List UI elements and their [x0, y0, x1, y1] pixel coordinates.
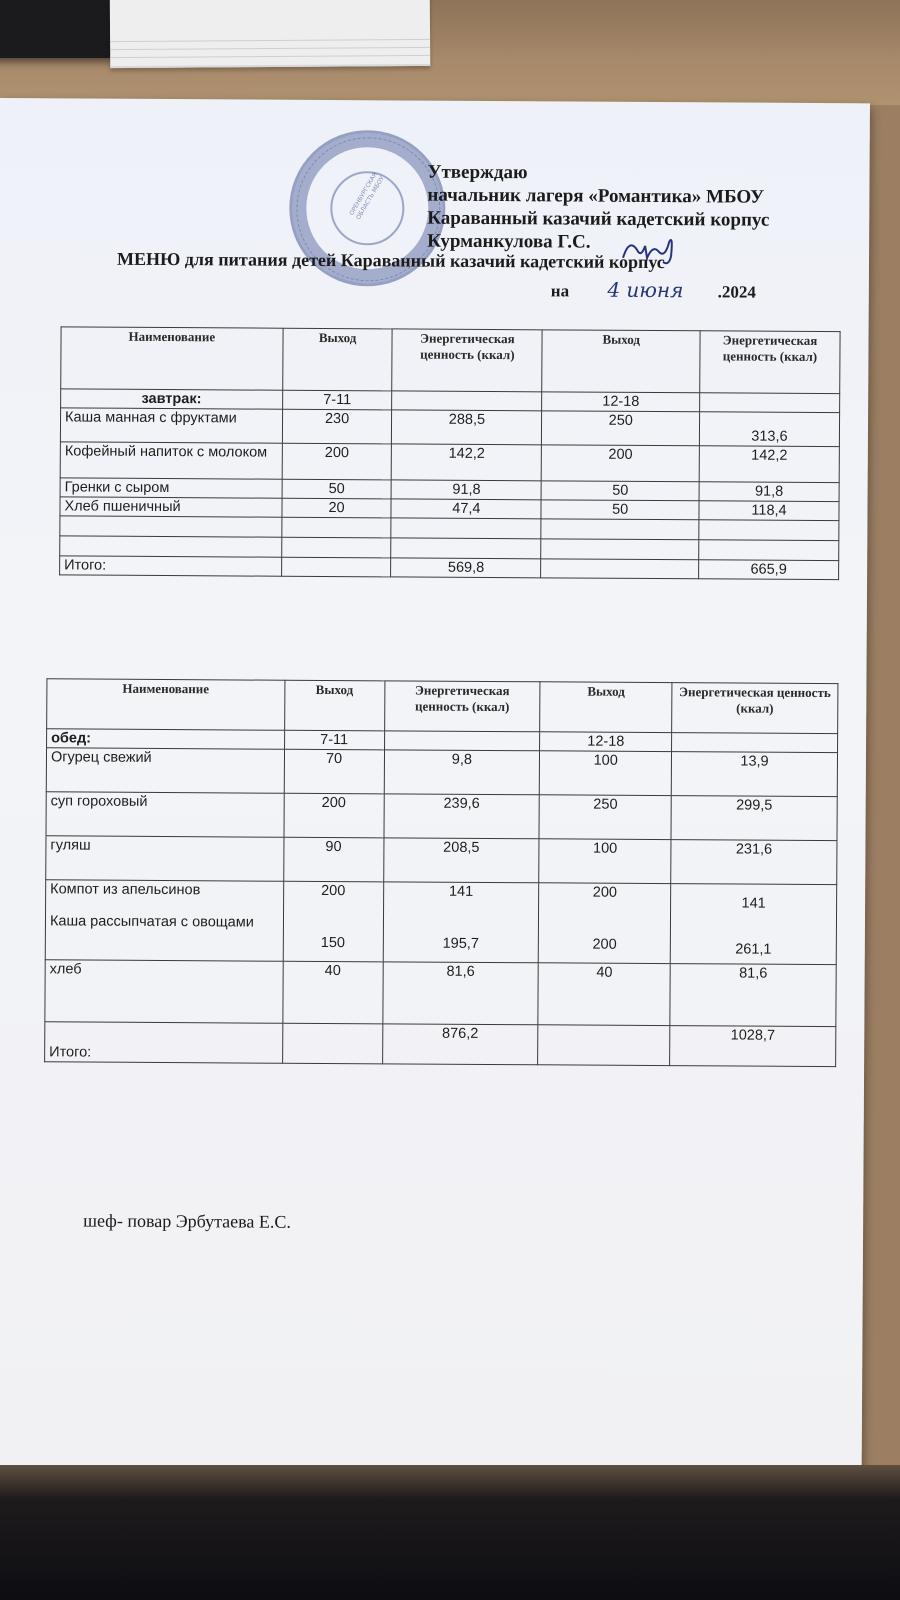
lunch-table [44, 678, 838, 1067]
dish-kcal-2: 81,6 [670, 964, 836, 1027]
dish-output-1: 50 [282, 479, 392, 499]
chef-signature-line: шеф- повар Эрбутаева Е.С. [83, 1210, 291, 1232]
header-kcal-1: Энергетическая ценность (ккал) [392, 329, 542, 392]
menu-sheet [0, 98, 870, 1478]
dish-output-1: 200 [284, 793, 384, 838]
table-header-row [61, 327, 840, 394]
table-row [46, 792, 837, 841]
total-label: Итого: [45, 1022, 283, 1063]
table-row [46, 748, 837, 797]
dish-output-2: 100 [540, 751, 672, 796]
dish-output-2: 200 [592, 884, 618, 901]
breakfast-table [59, 326, 841, 580]
dish-kcal-2: 231,6 [671, 840, 837, 885]
dish-name-b: Каша рассыпчатая с овощами [49, 913, 254, 931]
dish-output-2: 100 [539, 839, 671, 884]
age-group-1: 7-11 [282, 390, 392, 410]
approval-block [427, 161, 770, 255]
dish-kcal-1: 142,2 [392, 444, 542, 481]
header-name: Наименование [47, 679, 285, 730]
official-stamp-icon: ОРЕНБУРГСКАЯ ОБЛАСТЬ МБОУ [289, 130, 446, 287]
date-prefix: на [550, 281, 570, 301]
dish-kcal-1: 9,8 [384, 750, 540, 795]
header-output-1: Выход [284, 680, 384, 731]
dish-name: Кофейный напиток с молоком [60, 442, 282, 479]
table-row [46, 836, 837, 885]
approval-line-2: начальник лагеря «Романтика» МБОУ [427, 184, 765, 208]
dish-kcal-1: 208,5 [383, 838, 539, 883]
menu-date [551, 277, 756, 302]
approval-line-4: Курманкулова Г.С. [427, 230, 591, 253]
dish-output-2: 250 [542, 411, 700, 446]
dish-kcal-2: 118,4 [699, 501, 839, 521]
meal-label: завтрак: [61, 389, 283, 409]
dish-output-2: 200 [542, 445, 700, 482]
dish-output-2: 250 [539, 795, 671, 840]
total-row [45, 1022, 836, 1067]
dish-output-1: 40 [282, 961, 382, 1024]
table-row [45, 960, 836, 1027]
dish-kcal-1-b: 195,7 [442, 935, 479, 952]
dish-kcal-1: 288,5 [392, 410, 542, 445]
dish-kcal-1: 239,6 [383, 794, 539, 839]
header-kcal-1: Энергетическая ценность (ккал) [384, 681, 540, 732]
dish-name: гуляш [46, 836, 284, 881]
dish-output-1: 200 [282, 443, 392, 480]
dish-name: Гренки с сыром [60, 478, 282, 498]
dish-output-1: 230 [282, 409, 392, 444]
dish-kcal-2: 141 [741, 895, 766, 912]
total-kcal-2: 1028,7 [670, 1026, 836, 1067]
header-output-2: Выход [540, 682, 672, 733]
age-group-1: 7-11 [284, 730, 384, 750]
total-kcal-1: 876,2 [382, 1024, 538, 1065]
dish-output-2: 50 [541, 500, 699, 520]
dish-output-1-b: 150 [320, 934, 346, 952]
dish-output-2: 40 [538, 963, 670, 1026]
table-header-row [47, 679, 838, 734]
dish-output-1: 200 [321, 882, 346, 900]
dish-kcal-1: 91,8 [392, 480, 542, 500]
dish-output-2: 50 [541, 481, 699, 501]
dish-name: Огурец свежий [46, 748, 284, 793]
approval-line-3: Караванный казачий кадетский корпус [427, 207, 770, 231]
dish-name: суп гороховый [46, 792, 284, 837]
dish-output-1: 90 [283, 837, 383, 882]
paper-stack [110, 0, 431, 68]
header-output-2: Выход [542, 330, 700, 393]
dish-name: Хлеб пшеничный [60, 497, 282, 517]
meal-label: обед: [47, 729, 285, 749]
dish-kcal-2: 13,9 [671, 752, 837, 797]
dish-name [45, 880, 283, 961]
dark-background [0, 1465, 900, 1600]
table-row [45, 880, 836, 965]
dish-kcal-2: 313,6 [699, 412, 839, 447]
dish-name-a: Компот из апельсинов [50, 881, 201, 899]
dish-kcal-1: 141 [448, 883, 474, 900]
total-kcal-2: 665,9 [699, 560, 839, 580]
dish-output-1: 70 [284, 749, 384, 794]
dish-name: Каша манная с фруктами [60, 408, 282, 443]
dish-name: хлеб [45, 960, 283, 1023]
dish-output-2-b: 200 [592, 936, 617, 953]
total-label: Итого: [60, 556, 282, 576]
header-name: Наименование [61, 327, 283, 390]
dish-kcal-1: 47,4 [391, 499, 541, 519]
total-kcal-1: 569,8 [391, 558, 541, 578]
menu-title: МЕНЮ для питания детей Караванный казачий кадетский корпус [116, 248, 665, 273]
dish-kcal-2: 142,2 [699, 446, 839, 483]
dish-kcal-2: 299,5 [671, 796, 837, 841]
header-kcal-2: Энергетическая ценность (ккал) [672, 683, 838, 734]
date-year: .2024 [717, 282, 756, 302]
header-output-1: Выход [282, 328, 392, 391]
age-group-2: 12-18 [540, 732, 672, 752]
dish-kcal-2: 91,8 [699, 482, 839, 502]
age-group-2: 12-18 [542, 392, 700, 412]
header-kcal-2: Энергетическая ценность (ккал) [700, 331, 840, 394]
approval-line-1: Утверждаю [427, 161, 528, 184]
total-row [60, 556, 839, 580]
table-row [60, 442, 839, 483]
dish-kcal-2-b: 261,1 [735, 941, 772, 958]
dish-output-1: 20 [282, 498, 392, 518]
table-row [60, 408, 839, 447]
dish-kcal-1: 81,6 [382, 962, 538, 1025]
date-handwritten: 4 июня [607, 277, 684, 303]
